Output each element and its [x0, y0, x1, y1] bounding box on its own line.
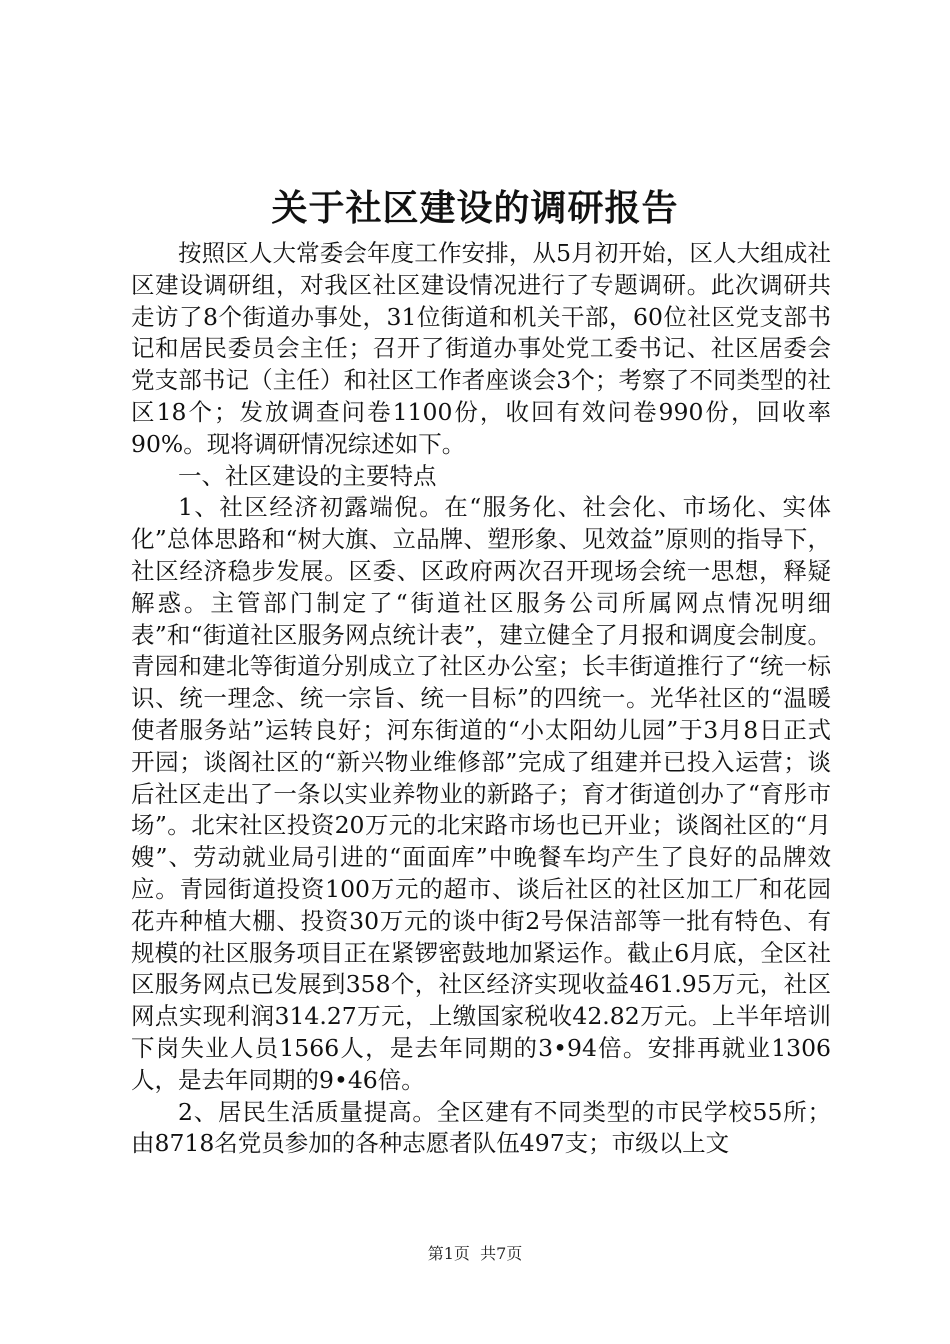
economy-paragraph: 1、社区经济初露端倪。在“服务化、社会化、市场化、实体化”总体思路和“树大旗、立品牌、塑形象、见效益”原则的指导下，社区经济稳步发展。区委、区政府两次召开现场会统一思想，释疑解惑。主管部门制定了“街道社区服务公司所属网点情况明细表”和“街道社区服务网点统计表”，建立健全了月报和调度会制度。青园和建北等街道分别成立了社区办公室；长丰街道推行了“统一标识、统一理念、统一宗旨、统一目标”的四统一。光华社区的“温暖使者服务站”运转良好；河东街道的“小太阳幼儿园”于3月8日正式开园；谈阁社区的“新兴物业维修部”完成了组建并已投入运营；谈后社区走出了一条以实业养物业的新路子；育才街道创办了“育彤市场”。北宋社区投资20万元的北宋路市场也已开业；谈阁社区的“月嫂”、劳动就业局引进的“面面库”中晚餐车均产生了良好的品牌效应。青园街道投资100万元的超市、谈后社区的社区加工厂和花园花卉种植大棚、投资30万元的谈中街2号保洁部等一批有特色、有规模的社区服务项目正在紧锣密鼓地加紧运作。截止6月底，全区社区服务网点已发展到358个，社区经济实现收益461.95万元，社区网点实现利润314.27万元，上缴国家税收42.82万元。上半年培训下岗失业人员1566人，是去年同期的3•94倍。安排再就业1306人，是去年同期的9•46倍。 [131, 493, 831, 1094]
living-quality-paragraph: 2、居民生活质量提高。全区建有不同类型的市民学校55所；由8718名党员参加的各种志愿者队伍497支；市级以上文 [131, 1097, 831, 1158]
document-title: 关于社区建设的调研报告 [271, 187, 679, 229]
intro-paragraph: 按照区人大常委会年度工作安排，从5月初开始，区人大组成社区建设调研组，对我区社区建设情况进行了专题调研。此次调研共走访了8个街道办事处，31位街道和机关干部，60位社区党支部书记和居民委员会主任；召开了街道办事处党工委书记、社区居委会党支部书记（主任）和社区工作者座谈会3个；考察了不同类型的社区18个；发放调查问卷1100份，收回有效问卷990份，回收率90%。现将调研情况综述如下。 [131, 239, 831, 458]
page-number: 第1页 [427, 1244, 470, 1263]
page-total: 共7页 [480, 1244, 523, 1263]
section-heading: 一、社区建设的主要特点 [178, 461, 437, 490]
page-footer [0, 1244, 950, 1264]
document-body [131, 238, 831, 1160]
